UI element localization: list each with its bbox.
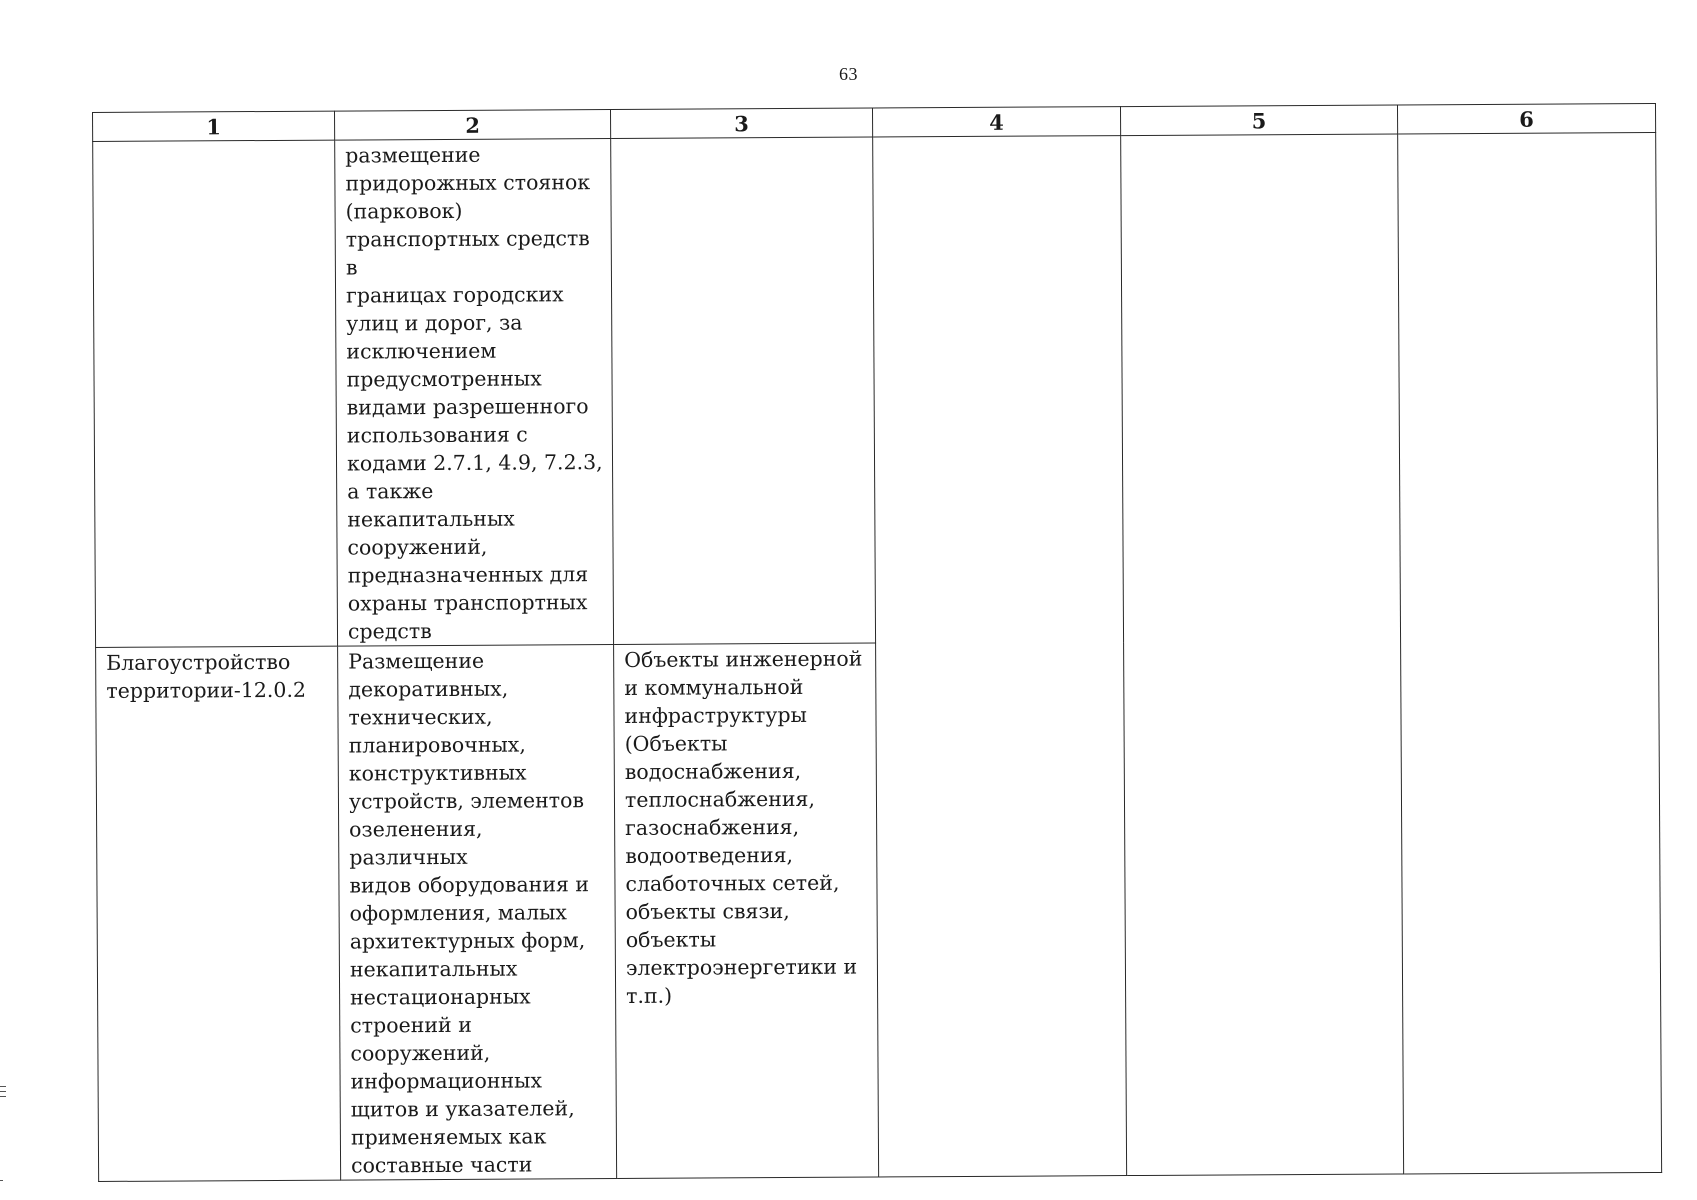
cell-text <box>611 138 872 141</box>
cell-text: размещение придорожных стоянок (парковок) транспортных средств в границах городских улиц и дорог, за исключением предусмотренных видами разрешенного использования с кодами 2.7.1, 4.9, 7.2.3, а также некапитальных сооружений, предназначенных для охраны транспортных средств <box>345 142 603 644</box>
column-header-3: 3 <box>610 108 872 139</box>
table-cell-r2-c1 <box>96 646 341 1181</box>
column-header-6: 6 <box>1397 103 1655 133</box>
cell-text <box>873 136 1120 138</box>
cell-text: Благоустройство территории-12.0.2 <box>106 649 307 703</box>
page-number: 63 <box>839 64 858 84</box>
column-header-5: 5 <box>1120 105 1397 136</box>
column-header-4: 4 <box>872 107 1120 137</box>
cell-text: Размещение декоративных, технических, планировочных, конструктивных устройств, элементов озеленения, различных видов оборудования и оформления, малых архитектурных форм, некапитальных нестационарных строений и сооружений, информационных щитов и указателей, применяемых как составные части <box>348 648 590 1178</box>
cell-text <box>93 141 334 143</box>
cell-text: Объекты инженерной и коммунальной инфраструктуры (Объекты водоснабжения, теплоснабжения, газоснабжения, водоотведения, слаботочных сетей, объекты связи, объекты электроэнергетики и т.п.) <box>624 646 863 1008</box>
table-cell-r2-c3 <box>614 643 879 1179</box>
scan-margin-mark <box>0 1091 6 1092</box>
table-cell-r2-c2 <box>338 645 617 1181</box>
column-header-2: 2 <box>334 110 610 141</box>
column-header-1: 1 <box>93 111 335 141</box>
document-table-wrapper <box>92 103 1661 1182</box>
table-cell-c6 <box>1398 132 1662 1173</box>
table-cell-r1-c1 <box>93 140 338 647</box>
land-use-table <box>92 103 1662 1182</box>
table-cell-r1-c2 <box>335 139 614 647</box>
scan-margin-mark <box>0 1096 6 1097</box>
table-cell-r1-c3 <box>611 137 876 645</box>
table-cell-c4 <box>873 136 1127 1177</box>
table-row <box>93 132 1659 647</box>
scan-margin-mark <box>0 1086 6 1087</box>
cell-text <box>1121 134 1397 137</box>
scan-margin-mark <box>0 1180 3 1181</box>
table-cell-c5 <box>1121 134 1404 1176</box>
cell-text <box>1398 133 1655 135</box>
